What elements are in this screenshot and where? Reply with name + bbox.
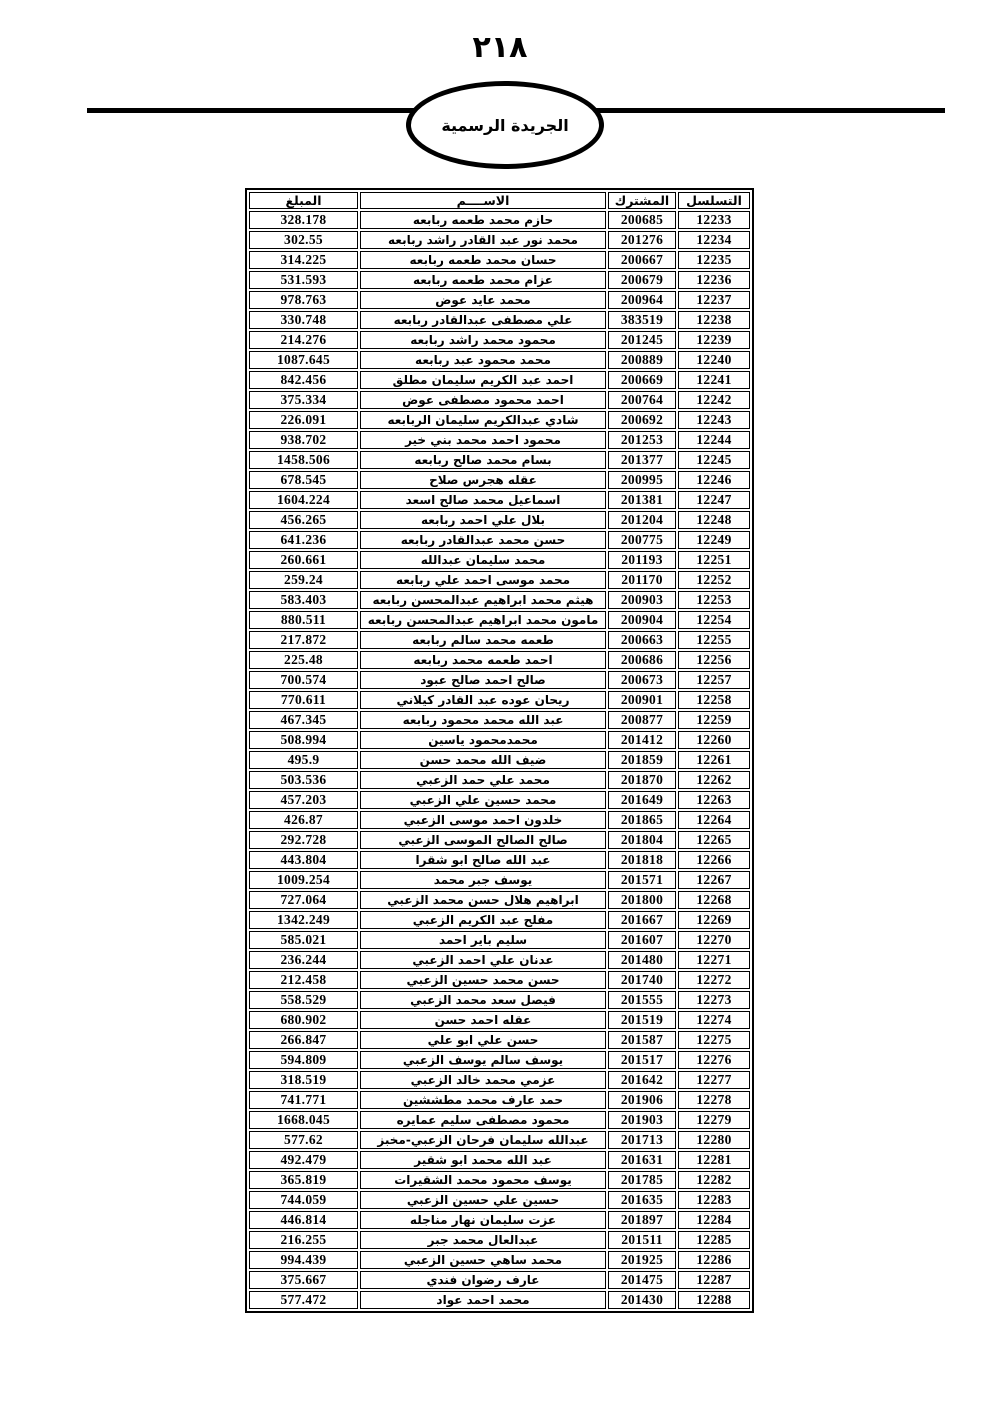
subscriber-cell: 201649	[608, 791, 676, 809]
subscriber-cell: 201377	[608, 451, 676, 469]
subscriber-cell: 201713	[608, 1131, 676, 1149]
subscriber-cell: 200685	[608, 211, 676, 229]
amount-cell: 531.593	[249, 271, 358, 289]
serial-cell: 12240	[678, 351, 750, 369]
col-header-name: الاســــم	[360, 192, 606, 209]
subscriber-cell: 201170	[608, 571, 676, 589]
name-cell: محمد سليمان عبدالله	[360, 551, 606, 569]
amount-cell: 1604.224	[249, 491, 358, 509]
subscriber-cell: 200692	[608, 411, 676, 429]
table-row	[249, 631, 750, 649]
subscriber-cell: 201865	[608, 811, 676, 829]
serial-cell: 12282	[678, 1171, 750, 1189]
name-cell: فيصل سعد محمد الزعبي	[360, 991, 606, 1009]
amount-cell: 318.519	[249, 1071, 358, 1089]
name-cell: محمدمحمود ياسين	[360, 731, 606, 749]
subscriber-cell: 200901	[608, 691, 676, 709]
name-cell: محمد عايد عوض	[360, 291, 606, 309]
subscriber-cell: 201667	[608, 911, 676, 929]
serial-cell: 12274	[678, 1011, 750, 1029]
serial-cell: 12280	[678, 1131, 750, 1149]
table-row	[249, 451, 750, 469]
amount-cell: 700.574	[249, 671, 358, 689]
serial-cell: 12254	[678, 611, 750, 629]
serial-cell: 12262	[678, 771, 750, 789]
serial-cell: 12275	[678, 1031, 750, 1049]
name-cell: محمد محمود عبد ربابعه	[360, 351, 606, 369]
serial-cell: 12269	[678, 911, 750, 929]
col-header-subscriber: المشترك	[608, 192, 676, 209]
serial-cell: 12242	[678, 391, 750, 409]
amount-cell: 641.236	[249, 531, 358, 549]
table-row	[249, 271, 750, 289]
amount-cell: 978.763	[249, 291, 358, 309]
subscribers-table	[245, 188, 754, 1313]
page-number: ٢١٨	[472, 30, 528, 65]
serial-cell: 12278	[678, 1091, 750, 1109]
header-row	[249, 192, 750, 209]
name-cell: محمود احمد محمد بني خير	[360, 431, 606, 449]
table-row	[249, 1011, 750, 1029]
table-row	[249, 691, 750, 709]
subscriber-cell: 201480	[608, 951, 676, 969]
subscriber-cell: 200995	[608, 471, 676, 489]
table-row	[249, 651, 750, 669]
subscriber-cell: 200889	[608, 351, 676, 369]
amount-cell: 503.536	[249, 771, 358, 789]
table-row	[249, 611, 750, 629]
name-cell: خلدون احمد موسى الزعبي	[360, 811, 606, 829]
table-row	[249, 1051, 750, 1069]
serial-cell: 12263	[678, 791, 750, 809]
amount-cell: 585.021	[249, 931, 358, 949]
serial-cell: 12259	[678, 711, 750, 729]
amount-cell: 225.48	[249, 651, 358, 669]
amount-cell: 744.059	[249, 1191, 358, 1209]
subscriber-cell: 201193	[608, 551, 676, 569]
table-row	[249, 851, 750, 869]
serial-cell: 12252	[678, 571, 750, 589]
serial-cell: 12268	[678, 891, 750, 909]
name-cell: ابراهيم هلال حسن محمد الزعبي	[360, 891, 606, 909]
serial-cell: 12285	[678, 1231, 750, 1249]
subscriber-cell: 201906	[608, 1091, 676, 1109]
amount-cell: 375.334	[249, 391, 358, 409]
serial-cell: 12266	[678, 851, 750, 869]
amount-cell: 212.458	[249, 971, 358, 989]
table-row	[249, 531, 750, 549]
name-cell: مفلح عبد الكريم الزعبي	[360, 911, 606, 929]
subscriber-cell: 200667	[608, 251, 676, 269]
table-row	[249, 771, 750, 789]
name-cell: محمود محمد راشد ربابعه	[360, 331, 606, 349]
subscriber-cell: 200669	[608, 371, 676, 389]
amount-cell: 1668.045	[249, 1111, 358, 1129]
serial-cell: 12284	[678, 1211, 750, 1229]
name-cell: حسن علي ابو علي	[360, 1031, 606, 1049]
name-cell: محمد موسى احمد علي ربابعه	[360, 571, 606, 589]
subscriber-cell: 200775	[608, 531, 676, 549]
table-row	[249, 751, 750, 769]
name-cell: هيثم محمد ابراهيم عبدالمحسن ربابعه	[360, 591, 606, 609]
name-cell: بسام محمد صالح ربابعه	[360, 451, 606, 469]
subscriber-cell: 200903	[608, 591, 676, 609]
table-row	[249, 1291, 750, 1309]
table-row	[249, 371, 750, 389]
subscriber-cell: 201925	[608, 1251, 676, 1269]
serial-cell: 12260	[678, 731, 750, 749]
col-header-serial: التسلسل	[678, 192, 750, 209]
name-cell: احمد محمود مصطفى عوض	[360, 391, 606, 409]
table-row	[249, 1031, 750, 1049]
amount-cell: 727.064	[249, 891, 358, 909]
amount-cell: 216.255	[249, 1231, 358, 1249]
name-cell: صالح الصالح الموسى الزعبي	[360, 831, 606, 849]
name-cell: محمد حسين علي الزعبي	[360, 791, 606, 809]
subscriber-cell: 201631	[608, 1151, 676, 1169]
table-row	[249, 1091, 750, 1109]
subscriber-cell: 201381	[608, 491, 676, 509]
subscriber-cell: 200964	[608, 291, 676, 309]
subscriber-cell: 201587	[608, 1031, 676, 1049]
table-row	[249, 1231, 750, 1249]
amount-cell: 1342.249	[249, 911, 358, 929]
amount-cell: 938.702	[249, 431, 358, 449]
name-cell: عزت سليمان نهار مناجله	[360, 1211, 606, 1229]
subscriber-cell: 200663	[608, 631, 676, 649]
amount-cell: 226.091	[249, 411, 358, 429]
name-cell: بلال علي احمد ربابعه	[360, 511, 606, 529]
amount-cell: 330.748	[249, 311, 358, 329]
table-row	[249, 1151, 750, 1169]
serial-cell: 12234	[678, 231, 750, 249]
table-row	[249, 1071, 750, 1089]
table-row	[249, 311, 750, 329]
subscriber-cell: 201635	[608, 1191, 676, 1209]
subscriber-cell: 201555	[608, 991, 676, 1009]
serial-cell: 12253	[678, 591, 750, 609]
table-row	[249, 971, 750, 989]
serial-cell: 12245	[678, 451, 750, 469]
subscriber-cell: 201276	[608, 231, 676, 249]
serial-cell: 12235	[678, 251, 750, 269]
amount-cell: 236.244	[249, 951, 358, 969]
amount-cell: 314.225	[249, 251, 358, 269]
table-row	[249, 1171, 750, 1189]
serial-cell: 12233	[678, 211, 750, 229]
name-cell: عبد الله صالح ابو شقرا	[360, 851, 606, 869]
serial-cell: 12270	[678, 931, 750, 949]
name-cell: حمد عارف محمد مطششين	[360, 1091, 606, 1109]
amount-cell: 456.265	[249, 511, 358, 529]
amount-cell: 266.847	[249, 1031, 358, 1049]
subscriber-cell: 200764	[608, 391, 676, 409]
subscriber-cell: 201785	[608, 1171, 676, 1189]
table-row	[249, 1271, 750, 1289]
table-row	[249, 1111, 750, 1129]
subscriber-cell: 201607	[608, 931, 676, 949]
subscriber-cell: 201897	[608, 1211, 676, 1229]
amount-cell: 260.661	[249, 551, 358, 569]
name-cell: عارف رضوان فندي	[360, 1271, 606, 1289]
amount-cell: 880.511	[249, 611, 358, 629]
serial-cell: 12286	[678, 1251, 750, 1269]
subscriber-cell: 201519	[608, 1011, 676, 1029]
table-row	[249, 831, 750, 849]
serial-cell: 12287	[678, 1271, 750, 1289]
amount-cell: 577.472	[249, 1291, 358, 1309]
table-row	[249, 951, 750, 969]
table-row	[249, 911, 750, 929]
serial-cell: 12279	[678, 1111, 750, 1129]
name-cell: عبد الله محمد ابو شقير	[360, 1151, 606, 1169]
subscriber-cell: 201517	[608, 1051, 676, 1069]
table-row	[249, 791, 750, 809]
name-cell: عزام محمد طعمه ربابعه	[360, 271, 606, 289]
serial-cell: 12271	[678, 951, 750, 969]
serial-cell: 12239	[678, 331, 750, 349]
subscriber-cell: 201642	[608, 1071, 676, 1089]
serial-cell: 12276	[678, 1051, 750, 1069]
serial-cell: 12267	[678, 871, 750, 889]
name-cell: عبدالعال محمد جبر	[360, 1231, 606, 1249]
amount-cell: 365.819	[249, 1171, 358, 1189]
amount-cell: 508.994	[249, 731, 358, 749]
amount-cell: 217.872	[249, 631, 358, 649]
amount-cell: 994.439	[249, 1251, 358, 1269]
table-row	[249, 671, 750, 689]
table-row	[249, 711, 750, 729]
amount-cell: 492.479	[249, 1151, 358, 1169]
subscriber-cell: 201800	[608, 891, 676, 909]
table-row	[249, 511, 750, 529]
subscriber-cell: 200679	[608, 271, 676, 289]
table-row	[249, 491, 750, 509]
amount-cell: 770.611	[249, 691, 358, 709]
name-cell: حسين علي حسين الزعبي	[360, 1191, 606, 1209]
amount-cell: 495.9	[249, 751, 358, 769]
serial-cell: 12257	[678, 671, 750, 689]
name-cell: عقله هجرس صلاح	[360, 471, 606, 489]
table-row	[249, 391, 750, 409]
subscriber-cell: 201903	[608, 1111, 676, 1129]
subscriber-cell: 201475	[608, 1271, 676, 1289]
subscriber-cell: 200904	[608, 611, 676, 629]
name-cell: حسان محمد طعمه ربابعه	[360, 251, 606, 269]
serial-cell: 12243	[678, 411, 750, 429]
amount-cell: 741.771	[249, 1091, 358, 1109]
serial-cell: 12255	[678, 631, 750, 649]
name-cell: يوسف محمود محمد الشقيرات	[360, 1171, 606, 1189]
name-cell: اسماعيل محمد صالح اسعد	[360, 491, 606, 509]
serial-cell: 12283	[678, 1191, 750, 1209]
serial-cell: 12265	[678, 831, 750, 849]
name-cell: محمد احمد عواد	[360, 1291, 606, 1309]
amount-cell: 678.545	[249, 471, 358, 489]
table-row	[249, 211, 750, 229]
amount-cell: 680.902	[249, 1011, 358, 1029]
table-row	[249, 591, 750, 609]
name-cell: احمد طعمه محمد ربابعه	[360, 651, 606, 669]
serial-cell: 12249	[678, 531, 750, 549]
name-cell: سليم باير احمد	[360, 931, 606, 949]
amount-cell: 577.62	[249, 1131, 358, 1149]
amount-cell: 426.87	[249, 811, 358, 829]
name-cell: محمد علي حمد الزعبي	[360, 771, 606, 789]
name-cell: احمد عبد الكريم سليمان مطلق	[360, 371, 606, 389]
name-cell: يوسف سالم يوسف الزعبي	[360, 1051, 606, 1069]
name-cell: عزمي محمد خالد الزعبي	[360, 1071, 606, 1089]
subscriber-cell: 200686	[608, 651, 676, 669]
name-cell: ضيف الله محمد حسن	[360, 751, 606, 769]
table-row	[249, 871, 750, 889]
table-row	[249, 411, 750, 429]
name-cell: عقله احمد حسن	[360, 1011, 606, 1029]
subscriber-cell: 201571	[608, 871, 676, 889]
serial-cell: 12237	[678, 291, 750, 309]
name-cell: عبدالله سليمان فرحان الزعبي-مخبز	[360, 1131, 606, 1149]
table-row	[249, 1131, 750, 1149]
amount-cell: 214.276	[249, 331, 358, 349]
name-cell: ريحان عوده عبد القادر كيلاني	[360, 691, 606, 709]
table-row	[249, 551, 750, 569]
gazette-banner	[406, 81, 604, 169]
subscriber-cell: 201253	[608, 431, 676, 449]
subscriber-cell: 201818	[608, 851, 676, 869]
amount-cell: 583.403	[249, 591, 358, 609]
serial-cell: 12273	[678, 991, 750, 1009]
amount-cell: 1087.645	[249, 351, 358, 369]
subscriber-cell: 200673	[608, 671, 676, 689]
table-row	[249, 351, 750, 369]
amount-cell: 302.55	[249, 231, 358, 249]
name-cell: عدنان علي احمد الزعبي	[360, 951, 606, 969]
amount-cell: 443.804	[249, 851, 358, 869]
subscriber-cell: 201245	[608, 331, 676, 349]
serial-cell: 12246	[678, 471, 750, 489]
banner-title: الجريدة الرسمية	[441, 115, 569, 135]
amount-cell: 375.667	[249, 1271, 358, 1289]
serial-cell: 12256	[678, 651, 750, 669]
subscriber-cell: 200877	[608, 711, 676, 729]
table-row	[249, 1211, 750, 1229]
serial-cell: 12248	[678, 511, 750, 529]
serial-cell: 12241	[678, 371, 750, 389]
table-row	[249, 431, 750, 449]
serial-cell: 12238	[678, 311, 750, 329]
subscriber-cell: 201740	[608, 971, 676, 989]
table-row	[249, 571, 750, 589]
table-row	[249, 331, 750, 349]
name-cell: محمد نور عبد القادر راشد ربابعه	[360, 231, 606, 249]
amount-cell: 842.456	[249, 371, 358, 389]
subscriber-cell: 201412	[608, 731, 676, 749]
serial-cell: 12277	[678, 1071, 750, 1089]
name-cell: علي مصطفى عبدالقادر ربابعه	[360, 311, 606, 329]
table-row	[249, 231, 750, 249]
name-cell: محمود مصطفى سليم عمايره	[360, 1111, 606, 1129]
serial-cell: 12244	[678, 431, 750, 449]
name-cell: شادي عبدالكريم سليمان الربابعه	[360, 411, 606, 429]
amount-cell: 446.814	[249, 1211, 358, 1229]
table-row	[249, 731, 750, 749]
name-cell: يوسف جبر محمد	[360, 871, 606, 889]
amount-cell: 1458.506	[249, 451, 358, 469]
serial-cell: 12272	[678, 971, 750, 989]
table-row	[249, 251, 750, 269]
table-row	[249, 1251, 750, 1269]
subscriber-cell: 201859	[608, 751, 676, 769]
name-cell: محمد ساهي حسين الزعبي	[360, 1251, 606, 1269]
amount-cell: 467.345	[249, 711, 358, 729]
subscriber-cell: 201870	[608, 771, 676, 789]
table-row	[249, 291, 750, 309]
table-row	[249, 811, 750, 829]
table-row	[249, 471, 750, 489]
serial-cell: 12258	[678, 691, 750, 709]
amount-cell: 328.178	[249, 211, 358, 229]
amount-cell: 1009.254	[249, 871, 358, 889]
subscriber-cell: 201804	[608, 831, 676, 849]
amount-cell: 259.24	[249, 571, 358, 589]
name-cell: حسن محمد حسين الزعبي	[360, 971, 606, 989]
serial-cell: 12261	[678, 751, 750, 769]
amount-cell: 457.203	[249, 791, 358, 809]
serial-cell: 12251	[678, 551, 750, 569]
serial-cell: 12281	[678, 1151, 750, 1169]
subscriber-cell: 383519	[608, 311, 676, 329]
name-cell: طعمه محمد سالم ربابعه	[360, 631, 606, 649]
amount-cell: 558.529	[249, 991, 358, 1009]
serial-cell: 12264	[678, 811, 750, 829]
subscriber-cell: 201430	[608, 1291, 676, 1309]
serial-cell: 12288	[678, 1291, 750, 1309]
amount-cell: 594.809	[249, 1051, 358, 1069]
table-row	[249, 931, 750, 949]
table-row	[249, 1191, 750, 1209]
subscriber-cell: 201204	[608, 511, 676, 529]
name-cell: عبد الله محمد محمود ربابعه	[360, 711, 606, 729]
serial-cell: 12247	[678, 491, 750, 509]
serial-cell: 12236	[678, 271, 750, 289]
subscriber-cell: 201511	[608, 1231, 676, 1249]
col-header-amount: المبلغ	[249, 192, 358, 209]
amount-cell: 292.728	[249, 831, 358, 849]
name-cell: حازم محمد طعمه ربابعه	[360, 211, 606, 229]
table-row	[249, 991, 750, 1009]
name-cell: مامون محمد ابراهيم عبدالمحسن ربابعه	[360, 611, 606, 629]
table-row	[249, 891, 750, 909]
name-cell: حسن محمد عبدالقادر ربابعه	[360, 531, 606, 549]
name-cell: صالح احمد صالح عبود	[360, 671, 606, 689]
